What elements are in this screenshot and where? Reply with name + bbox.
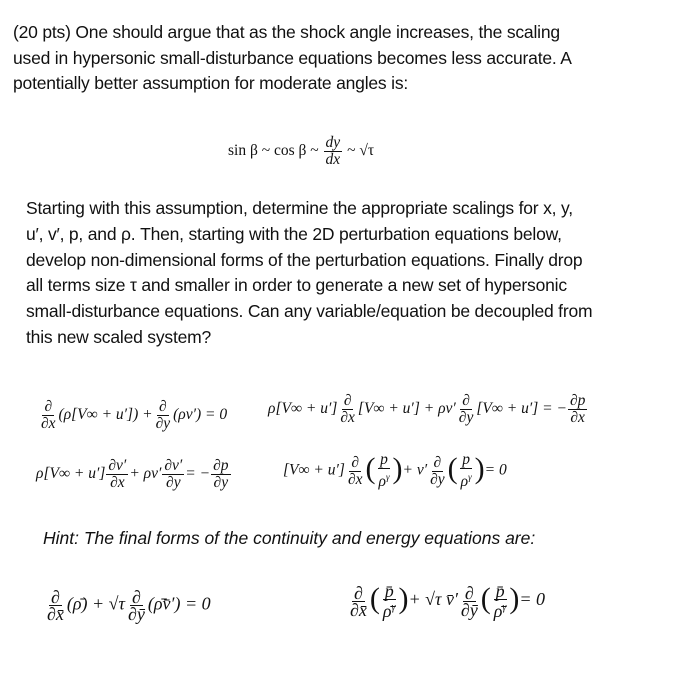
assumption-sin-cos: sin β ~ cos β ~ — [228, 142, 319, 160]
x-momentum-part-c: [V∞ + u′] = − — [476, 400, 567, 418]
energy-equation: [V∞ + u′] $\frac{\partial}{\partial x}$ ( $\frac{p}{\rho^\gamma}$ )+ v′ $\frac{\partial}{\partial y}$ ( $\frac{p}{\rho^\gamma}$ )= 0 — [283, 451, 507, 491]
energy-part-b: + v′ — [402, 461, 428, 479]
dy-numerator: dy — [325, 134, 341, 151]
intro-line-1: (20 pts) One should argue that as the shock angle increases, the scaling — [13, 22, 560, 42]
hint-text: Hint: The final forms of the continuity and energy equations are: — [43, 528, 536, 548]
final-continuity-equation: $\frac{\partial}{\partial x̄}$ (ρ̄) + √τ $\frac{\partial}{\partial ȳ}$ (ρ̄v̄′) = 0 — [47, 587, 211, 624]
task-line-2: u′, v′, p, and ρ. Then, starting with the 2D perturbation equations below, — [26, 223, 562, 244]
dx-denominator: dx — [325, 151, 341, 168]
task-line-4: all terms size τ and smaller in order to generate a new set of hypersonic — [26, 275, 567, 296]
assumption-tail: ~ √τ — [347, 142, 375, 160]
assumption-equation — [228, 135, 374, 168]
y-momentum-part-c: = − — [185, 465, 211, 483]
final-continuity-a: (ρ̄) + √τ — [66, 593, 125, 614]
final-energy-b: = 0 — [519, 589, 546, 610]
continuity-part-a: (ρ[V∞ + u′]) + — [58, 406, 153, 424]
continuity-equation: $\frac{\partial}{\partial x}$ (ρ[V∞ + u′]) + $\frac{\partial}{\partial y}$ (ρv′) = 0 — [41, 398, 228, 432]
task-paragraph — [26, 196, 592, 351]
continuity-part-b: (ρv′) = 0 — [173, 406, 228, 424]
dy-dx-fraction — [324, 135, 343, 168]
energy-part-c: = 0 — [484, 461, 507, 479]
final-continuity-b: (ρ̄v̄′) = 0 — [147, 593, 211, 614]
y-momentum-part-a: ρ[V∞ + u′] — [36, 465, 106, 483]
task-line-3: develop non-dimensional forms of the perturbation equations. Finally drop — [26, 249, 583, 270]
intro-line-3: potentially better assumption for moderate angles is: — [13, 73, 409, 93]
x-momentum-part-a: ρ[V∞ + u′] — [268, 400, 338, 418]
intro-paragraph — [13, 20, 572, 97]
task-line-1: Starting with this assumption, determine the appropriate scalings for x, y, — [26, 198, 573, 218]
y-momentum-part-b: + ρv′ — [129, 465, 162, 483]
energy-part-a: [V∞ + u′] — [283, 461, 345, 479]
x-momentum-part-b: [V∞ + u′] + ρv′ — [357, 400, 456, 418]
task-line-6: this new scaled system? — [26, 326, 212, 347]
y-momentum-equation: ρ[V∞ + u′] $\frac{\partial v'}{\partial x}$ + ρv′ $\frac{\partial v'}{\partial y}$ = − $\frac{\partial p}{\partial y}$ — [36, 457, 229, 491]
task-line-5: small-disturbance equations. Can any variable/equation be decoupled from — [26, 301, 593, 322]
final-energy-a: + √τ v̄′ — [408, 589, 458, 610]
intro-line-2: used in hypersonic small-disturbance equations becomes less accurate. A — [13, 47, 572, 68]
x-momentum-equation: ρ[V∞ + u′] $\frac{\partial}{\partial x}$ [V∞ + u′] + ρv′ $\frac{\partial}{\partial y}$ [V∞ + u′] = − $\frac{\partial p}{\partial x}$ — [268, 392, 586, 426]
final-energy-equation: $\frac{\partial}{\partial x̄}$ ( $\frac{p̄}{\rhō^\gamma}$ )+ √τ v̄′ $\frac{\partial}{\partial ȳ}$ ( $\frac{p̄}{\rhō^\gamma}$ )= 0 — [350, 581, 546, 621]
